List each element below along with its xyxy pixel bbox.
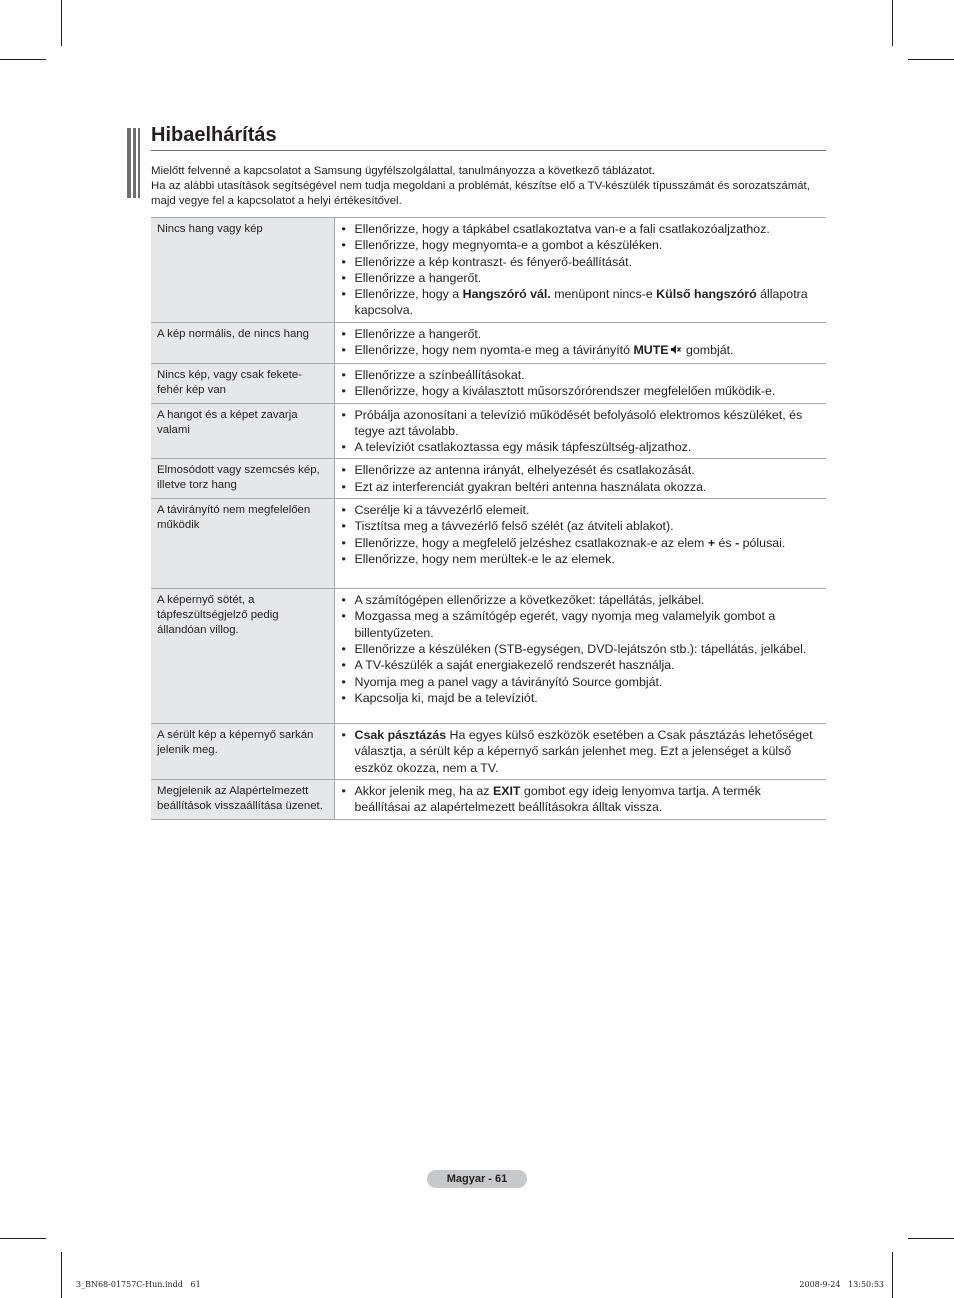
table-row <box>151 403 826 459</box>
list-item: • Ellenőrizze a készüléken (STB-egységen, DVD-lejátszón stb.): tápellátás, jelkábel. <box>341 641 821 657</box>
symptom-cell: Elmosódott vagy szemcsés kép, illetve torz hang <box>151 459 334 499</box>
solution-cell <box>334 323 826 364</box>
table-row <box>151 779 826 819</box>
list-item: • Ellenőrizze, hogy a kiválasztott műsorszórórendszer megfelelően működik-e. <box>341 383 821 399</box>
solution-cell <box>334 459 826 499</box>
table-row <box>151 218 826 323</box>
table-row <box>151 589 826 724</box>
solution-cell <box>334 363 826 403</box>
solution-cell <box>334 218 826 323</box>
intro-text <box>151 164 831 209</box>
list-item: • Cserélje ki a távvezérlő elemeit. <box>341 502 821 518</box>
list-item: • Ellenőrizze, hogy nem nyomta-e meg a távirányító MUTE gombját. <box>341 342 821 359</box>
list-item: • A TV-készülék a saját energiakezelő rendszerét használja. <box>341 657 821 673</box>
crop-mark <box>0 59 46 60</box>
crop-mark <box>908 59 954 60</box>
symptom-cell: A távirányító nem megfelelően működik <box>151 499 334 589</box>
mute-speaker-icon <box>670 343 681 359</box>
solution-cell <box>334 724 826 780</box>
solution-cell <box>334 589 826 724</box>
crop-mark <box>908 1238 954 1239</box>
list-item: • Ellenőrizze a színbeállításokat. <box>341 367 821 383</box>
list-item: • Tisztítsa meg a távvezérlő felső szélét (az átviteli ablakot). <box>341 518 821 534</box>
page-number-badge: Magyar - 61 <box>427 1170 527 1188</box>
list-item: • Kapcsolja ki, majd be a televíziót. <box>341 690 821 706</box>
list-item: • Csak pásztázás Ha egyes külső eszközök esetében a Csak pásztázás lehetőséget választja, a sérült kép a képernyő sarkán jelenhet meg. Ezt a jelenséget a külső eszköz okozza, nem a TV. <box>341 727 821 776</box>
intro-line: Ha az alábbi utasítások segítségével nem tudja megoldani a problémát, készítse elő a TV-készülék típusszámát és sorozatszámát, <box>151 180 810 192</box>
list-item: • Ellenőrizze az antenna irányát, elhelyezését és csatlakozását. <box>341 462 821 478</box>
solution-cell <box>334 403 826 459</box>
list-item: • Ellenőrizze, hogy megnyomta-e a gombot a készüléken. <box>341 237 821 253</box>
list-item: • Ellenőrizze a hangerőt. <box>341 326 821 342</box>
print-slug-file: 3_BN68-01757C-Hun.indd 61 <box>76 1280 201 1289</box>
symptom-cell: A képernyő sötét, a tápfeszültségjelző pedig állandóan villog. <box>151 589 334 724</box>
solution-cell <box>334 779 826 819</box>
title-divider <box>151 150 826 151</box>
list-item: • Mozgassa meg a számítógép egerét, vagy nyomja meg valamelyik gombot a billentyűzeten. <box>341 608 821 641</box>
table-row <box>151 363 826 403</box>
table-row <box>151 459 826 499</box>
list-item: • Nyomja meg a panel vagy a távirányító Source gombját. <box>341 674 821 690</box>
symptom-cell: Nincs kép, vagy csak fekete-fehér kép van <box>151 363 334 403</box>
list-item: • Ellenőrizze, hogy a Hangszóró vál. menüpont nincs-e Külső hangszóró állapotra kapcsolva. <box>341 286 821 319</box>
list-item: • Próbálja azonosítani a televízió működését befolyásoló elektromos készüléket, és tegye azt távolabb. <box>341 407 821 440</box>
list-item: • Ellenőrizze, hogy a tápkábel csatlakoztatva van-e a fali csatlakozóaljzathoz. <box>341 221 821 237</box>
page-title: Hibaelhárítás <box>151 124 277 146</box>
table-row <box>151 724 826 780</box>
symptom-cell: A sérült kép a képernyő sarkán jelenik meg. <box>151 724 334 780</box>
list-item: • A számítógépen ellenőrizze a következőket: tápellátás, jelkábel. <box>341 592 821 608</box>
intro-line: majd vegye fel a kapcsolatot a helyi értékesítővel. <box>151 195 402 207</box>
list-item: • Ellenőrizze, hogy a megfelelő jelzéshez csatlakoznak-e az elem + és - pólusai. <box>341 535 821 551</box>
table-row <box>151 499 826 589</box>
crop-mark <box>61 1252 62 1298</box>
list-item: • Ezt az interferenciát gyakran beltéri antenna használata okozza. <box>341 479 821 495</box>
solution-cell <box>334 499 826 589</box>
crop-mark <box>892 1252 893 1298</box>
list-item: • Ellenőrizze, hogy nem merültek-e le az elemek. <box>341 551 821 567</box>
print-slug-date: 2008-9-24 13:50:53 <box>799 1280 884 1289</box>
list-item: • Ellenőrizze a hangerőt. <box>341 270 821 286</box>
symptom-cell: A hangot és a képet zavarja valami <box>151 403 334 459</box>
crop-mark <box>892 0 893 46</box>
troubleshooting-table <box>151 217 826 820</box>
list-item: • Akkor jelenik meg, ha az EXIT gombot egy ideig lenyomva tartja. A termék beállításai az alapértelmezett beállításokra álltak vissza. <box>341 783 821 816</box>
crop-mark <box>0 1238 46 1239</box>
crop-mark <box>61 0 62 46</box>
intro-line: Mielőtt felvenné a kapcsolatot a Samsung ügyfélszolgálattal, tanulmányozza a következő táblázatot. <box>151 165 656 177</box>
list-item: • Ellenőrizze a kép kontraszt- és fényerő-beállítását. <box>341 254 821 270</box>
symptom-cell: Megjelenik az Alapértelmezett beállítások visszaállítása üzenet. <box>151 779 334 819</box>
table-row <box>151 323 826 364</box>
symptom-cell: A kép normális, de nincs hang <box>151 323 334 364</box>
list-item: • A televíziót csatlakoztassa egy másik tápfeszültség-aljzathoz. <box>341 439 821 455</box>
symptom-cell: Nincs hang vagy kép <box>151 218 334 323</box>
